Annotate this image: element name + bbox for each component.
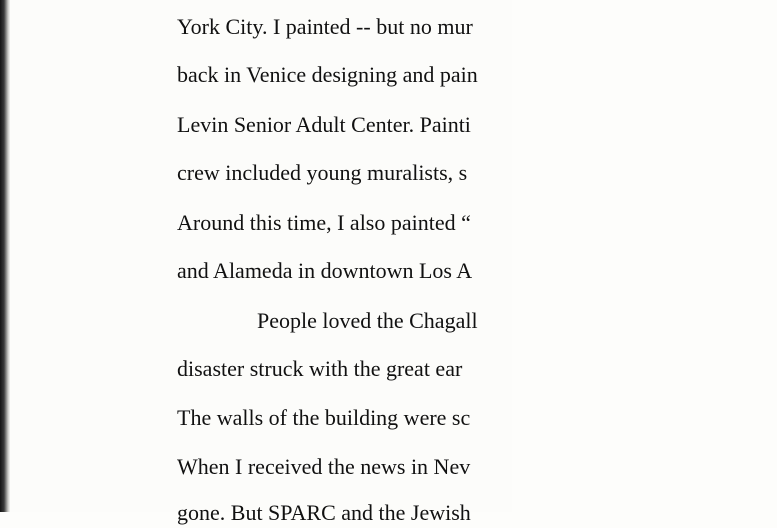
text-line-1: York City. I painted -- but no mur: [177, 14, 473, 39]
text-line-4: crew included young muralists, s: [177, 160, 468, 185]
text-line-3: Levin Senior Adult Center. Painti: [177, 112, 471, 137]
text-line-7: People loved the Chagall: [257, 308, 478, 333]
text-line-6: and Alameda in downtown Los A: [177, 258, 473, 283]
text-line-9: The walls of the building were sc: [177, 405, 471, 430]
text-line-8: disaster struck with the great ear: [177, 356, 463, 381]
text-line-5: Around this time, I also painted “: [177, 210, 471, 235]
text-line-11: gone. But SPARC and the Jewish: [177, 500, 471, 525]
text-line-2: back in Venice designing and pain: [177, 62, 478, 87]
scan-edge: [0, 0, 10, 512]
text-line-10: When I received the news in Nev: [177, 454, 471, 479]
